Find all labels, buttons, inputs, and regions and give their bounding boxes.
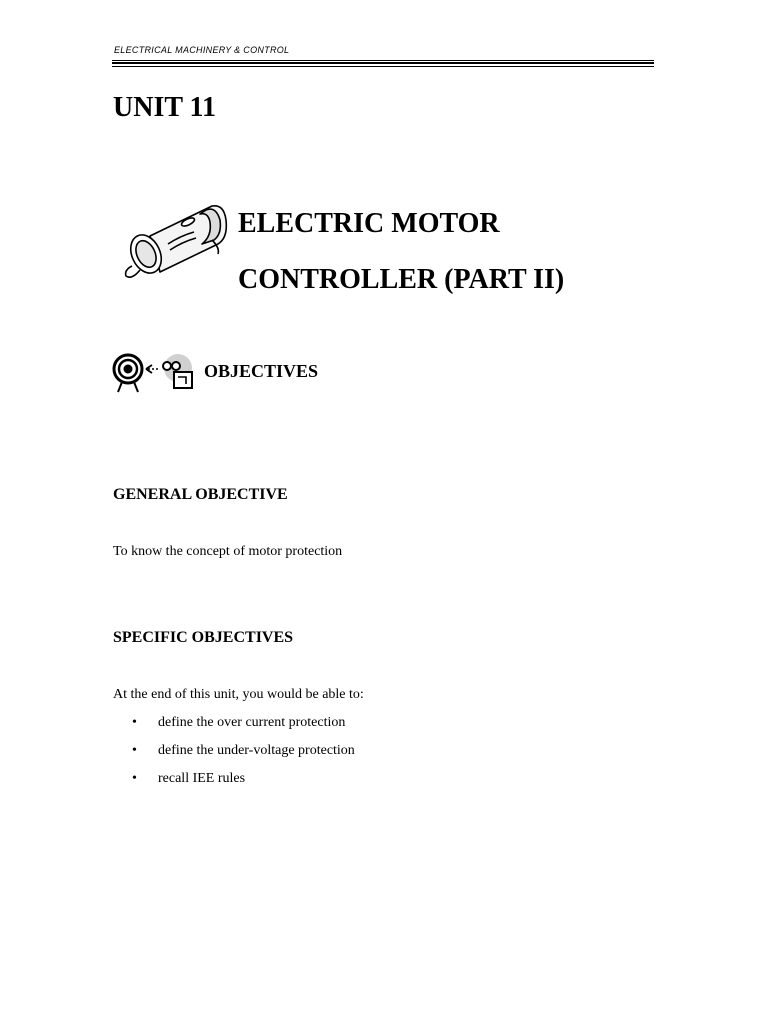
general-objective-heading: GENERAL OBJECTIVE xyxy=(113,486,288,503)
objectives-heading: OBJECTIVES xyxy=(204,361,319,381)
specific-objectives-list xyxy=(113,712,355,796)
unit-title: UNIT 11 xyxy=(113,92,216,123)
general-objective-text: To know the concept of motor protection xyxy=(113,544,343,559)
list-item: • recall IEE rules xyxy=(113,768,355,796)
target-objectives-icon xyxy=(112,346,202,394)
list-item: • define the over current protection xyxy=(113,712,355,740)
specific-objectives-intro: At the end of this unit, you would be able to: xyxy=(113,687,364,702)
specific-objectives-heading: SPECIFIC OBJECTIVES xyxy=(113,629,294,646)
chapter-title-line-1: ELECTRIC MOTOR xyxy=(238,208,500,239)
list-item: • define the under-voltage protection xyxy=(113,740,355,768)
chapter-title xyxy=(238,196,564,308)
header-rule-thick xyxy=(112,62,654,64)
header-rule-thin-bottom xyxy=(112,66,654,67)
fuse-cartridge-icon xyxy=(120,196,232,288)
running-header-title: ELECTRICAL MACHINERY & CONTROL xyxy=(114,45,290,55)
header-rule-thin-top xyxy=(112,60,654,61)
chapter-title-line-2: CONTROLLER (PART II) xyxy=(238,264,565,295)
